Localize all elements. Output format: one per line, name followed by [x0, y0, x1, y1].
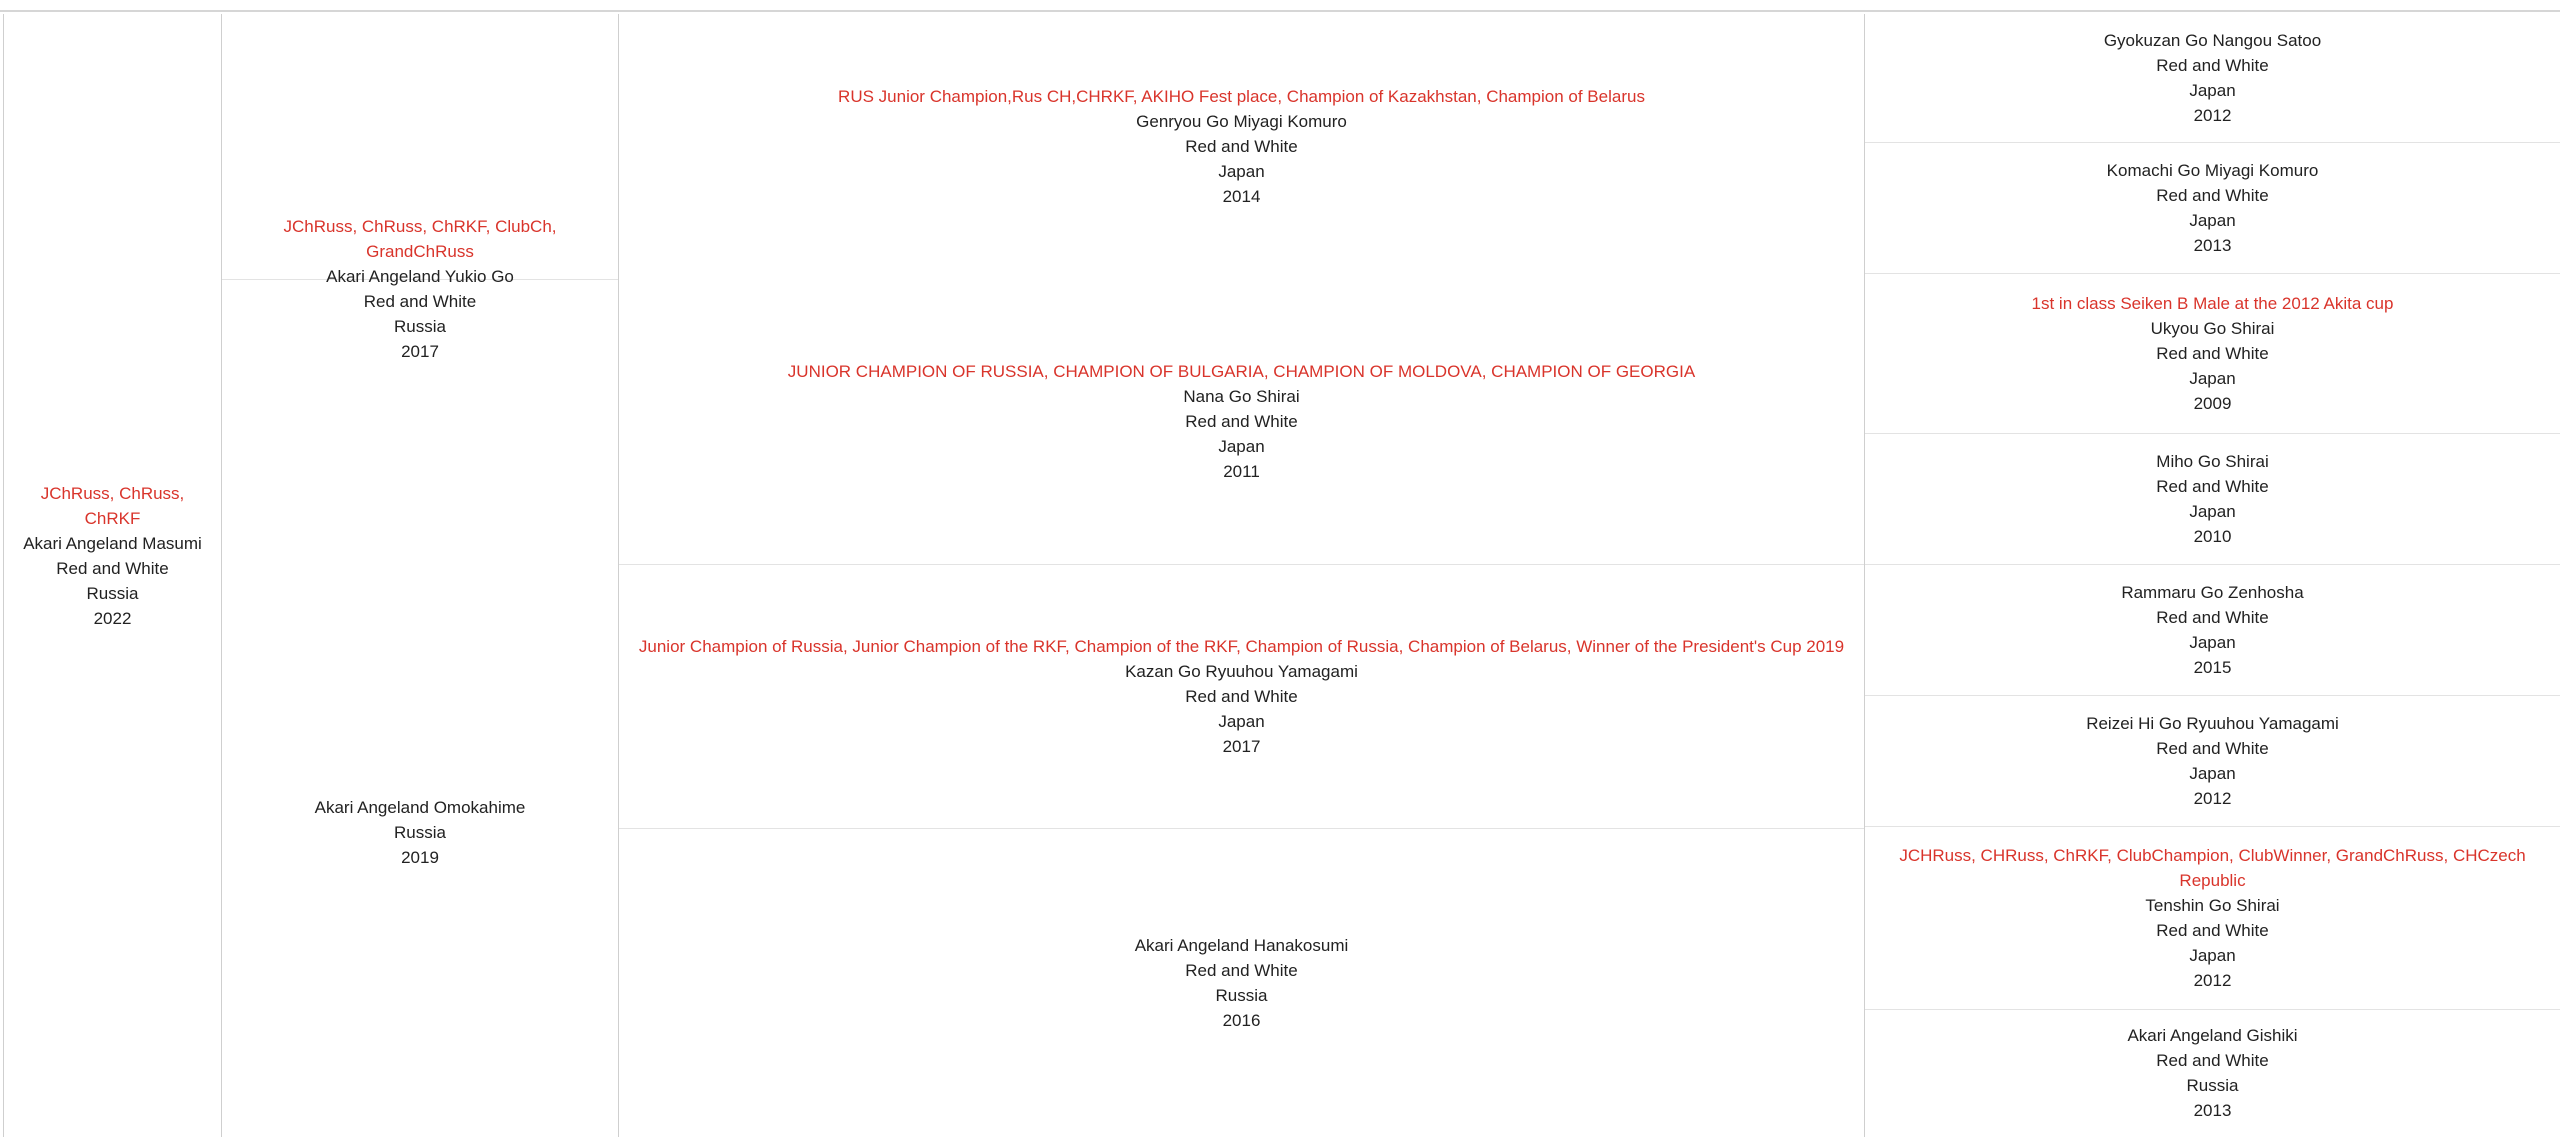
dog-year: 2012 — [2193, 970, 2232, 990]
dog-country: Japan — [1218, 711, 1265, 731]
dog-name[interactable]: Komachi Go Miyagi Komuro — [2106, 160, 2319, 180]
dog-year: 2017 — [401, 342, 439, 361]
dog-entry-dam — [222, 564, 618, 1137]
dog-color: Red and White — [2156, 343, 2269, 363]
dog-entry-ggp-7 — [1865, 826, 2560, 1009]
dog-name[interactable]: Kazan Go Ryuuhou Yamagami — [1125, 661, 1358, 681]
dog-entry-granddam-paternal — [619, 279, 1864, 564]
dog-entry-ggp-6 — [1865, 695, 2560, 826]
dog-year: 2011 — [1223, 462, 1260, 481]
dog-year: 2022 — [93, 608, 132, 628]
dog-year: 2019 — [401, 848, 439, 867]
dog-country: Russia — [394, 317, 446, 336]
dog-year: 2012 — [2193, 788, 2232, 808]
dog-titles: 1st in class Seiken B Male at the 2012 Akita cup — [2031, 293, 2394, 313]
dog-name[interactable]: Rammaru Go Zenhosha — [2121, 582, 2304, 602]
dog-year: 2010 — [2193, 526, 2232, 546]
dog-year: 2016 — [1222, 1010, 1261, 1030]
dog-color: Red and White — [1185, 686, 1298, 706]
dog-name[interactable]: Reizei Hi Go Ryuuhou Yamagami — [2086, 713, 2339, 733]
dog-name[interactable]: Akari Angeland Masumi — [23, 533, 202, 553]
dog-entry-ggp-8 — [1865, 1009, 2560, 1137]
dog-country: Japan — [2189, 368, 2236, 388]
dog-color: Red and White — [2156, 920, 2269, 940]
pedigree-table — [0, 14, 2560, 1137]
dog-country: Japan — [2189, 632, 2236, 652]
dog-country: Japan — [2189, 210, 2236, 230]
dog-titles: RUS Junior Champion,Rus CH,CHRKF, AKIHO Fest place, Champion of Kazakhstan, Champion of Belarus — [838, 87, 1645, 106]
dog-name[interactable]: Tenshin Go Shirai — [2145, 895, 2280, 915]
dog-name[interactable]: Nana Go Shirai — [1183, 387, 1300, 406]
dog-year: 2014 — [1222, 187, 1261, 206]
dog-country: Japan — [2189, 81, 2236, 100]
dog-color: Red and White — [1185, 137, 1298, 156]
top-divider — [0, 10, 2560, 12]
dog-year: 2017 — [1222, 736, 1261, 756]
dog-year: 2009 — [2193, 393, 2232, 413]
dog-year: 2013 — [2193, 235, 2232, 255]
dog-name[interactable]: Ukyou Go Shirai — [2150, 318, 2275, 338]
dog-color: Red and White — [56, 558, 169, 578]
dog-name[interactable]: Gyokuzan Go Nangou Satoo — [2103, 31, 2322, 50]
dog-entry-subject — [4, 14, 221, 1137]
dog-color: Red and White — [2156, 476, 2269, 496]
dog-year: 2015 — [2193, 657, 2232, 677]
dog-color: Red and White — [2156, 56, 2269, 75]
dog-entry-sire — [222, 14, 618, 564]
dog-entry-ggp-4 — [1865, 433, 2560, 564]
dog-entry-ggp-2 — [1865, 142, 2560, 273]
dog-entry-ggp-3 — [1865, 273, 2560, 433]
dog-color: Red and White — [2156, 607, 2269, 627]
dog-name[interactable]: Akari Angeland Hanakosumi — [1134, 935, 1349, 955]
dog-entry-grandsire-paternal — [619, 14, 1864, 279]
dog-country: Japan — [1218, 162, 1265, 181]
dog-country: Japan — [2189, 501, 2236, 521]
dog-color: Red and White — [2156, 1051, 2269, 1070]
dog-year: 2012 — [2193, 106, 2232, 125]
dog-country: Japan — [1218, 437, 1265, 456]
dog-country: Russia — [394, 823, 446, 842]
dog-titles: Junior Champion of Russia, Junior Champion of the RKF, Champion of the RKF, Champion of Russia, Champion of Belarus, Winner of the President's Cup 2019 — [638, 636, 1845, 656]
dog-name[interactable]: Akari Angeland Gishiki — [2127, 1026, 2298, 1045]
dog-color: Red and White — [363, 292, 477, 311]
dog-name[interactable]: Genryou Go Miyagi Komuro — [1136, 112, 1347, 131]
dog-country: Russia — [86, 583, 139, 603]
dog-name[interactable]: Akari Angeland Yukio Go — [326, 267, 514, 286]
dog-country: Japan — [2189, 945, 2236, 965]
dog-color: Red and White — [2156, 185, 2269, 205]
dog-color: Red and White — [1185, 960, 1298, 980]
dog-year: 2013 — [2193, 1101, 2232, 1120]
dog-titles: JUNIOR CHAMPION OF RUSSIA, CHAMPION OF BULGARIA, CHAMPION OF MOLDOVA, CHAMPION OF GEORGIA — [787, 362, 1696, 381]
dog-entry-ggp-1 — [1865, 14, 2560, 142]
dog-country: Russia — [1215, 985, 1268, 1005]
dog-entry-grandsire-maternal — [619, 564, 1864, 828]
dog-color: Red and White — [1185, 412, 1298, 431]
dog-entry-ggp-5 — [1865, 564, 2560, 695]
dog-country: Russia — [2186, 1076, 2239, 1095]
dog-name[interactable]: Akari Angeland Omokahime — [314, 798, 526, 817]
dog-titles: JCHRuss, CHRuss, ChRKF, ClubChampion, ClubWinner, GrandChRuss, CHCzech Republic — [1899, 845, 2526, 890]
dog-color: Red and White — [2156, 738, 2269, 758]
dog-country: Japan — [2189, 763, 2236, 783]
dog-entry-granddam-maternal — [619, 828, 1864, 1137]
dog-name[interactable]: Miho Go Shirai — [2156, 451, 2269, 471]
dog-titles: JChRuss, ChRuss, ChRKF, ClubCh, GrandChRuss — [283, 217, 557, 261]
dog-titles: JChRuss, ChRuss, ChRKF — [40, 483, 185, 528]
